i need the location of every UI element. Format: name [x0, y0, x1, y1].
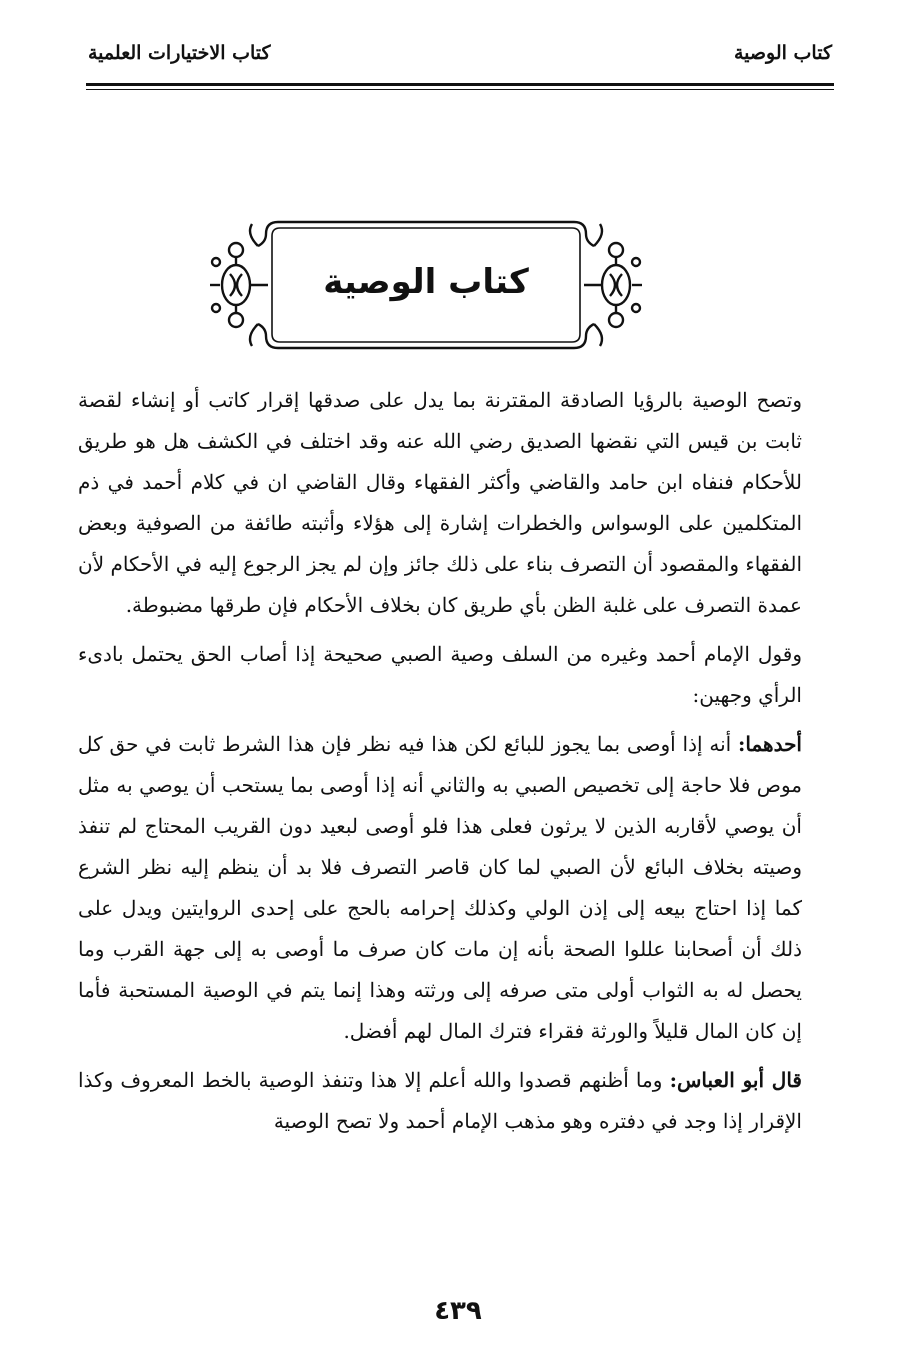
- header-right-title: كتاب الوصية: [733, 42, 832, 64]
- paragraph-4: [78, 1060, 840, 1142]
- header-rule-thick: [86, 83, 834, 86]
- chapter-title-frame: [206, 212, 646, 358]
- paragraph-4-text: وما أظنهم قصدوا والله أعلم إلا هذا وتنفذ الوصية بالخط المعروف وكذا الإقرار إذا وجد في دفتره وهو مذهب الإمام أحمد ولا تصح الوصية: [78, 1068, 802, 1133]
- paragraph-3: [78, 724, 840, 1052]
- paragraph-1: وتصح الوصية بالرؤيا الصادقة المقترنة بما يدل على صدقها إقرار كاتب أو إنشاء لقصة ثابت بن قيس التي نقضها الصديق رضي الله عنه وقد اختلف في الكشف هل هو طريق للأحكام فنفاه ابن حامد والقاضي وأكثر الفقهاء وقال القاضي ان في كلام أحمد في ذم المتكلمين على الوسواس والخطرات إشارة إلى هؤلاء وأثبته طائفة من الصوفية وبعض الفقهاء والمقصود أن التصرف بناء على ذلك جائز وإن لم يجز الرجوع إليه في الأحكام لأن عمدة التصرف على غلبة الظن بأي طريق كان بخلاف الأحكام فإن طرقها مضبوطة.: [78, 388, 802, 617]
- lead-word-first: أحدهما:: [737, 732, 802, 756]
- running-header: [88, 36, 832, 80]
- body-text: [78, 380, 840, 1142]
- header-rule-thin: [86, 89, 834, 90]
- page-number: ٤٣٩: [434, 1296, 482, 1326]
- chapter-title: كتاب الوصية: [323, 262, 529, 302]
- paragraph-2: وقول الإمام أحمد وغيره من السلف وصية الصبي صحيحة إذا أصاب الحق يحتمل بادىء الرأي وجهين:: [78, 642, 802, 707]
- lead-word-abu-al-abbas: قال أبو العباس:: [669, 1068, 802, 1092]
- header-left-title: كتاب الاختيارات العلمية: [88, 42, 271, 64]
- paragraph-3-text: أنه إذا أوصى بما يجوز للبائع لكن هذا فيه نظر فإن هذا الشرط ثابت في حق كل موص فلا حاجة إلى تخصيص الصبي به والثاني أنه إذا أوصى بما يستحب أن يوصي به مثل أن يوصي لأقاربه الذين لا يرثون فعلى هذا فلو أوصى لبعيد دون القريب المحتاج لم تنفذ وصيته بخلاف البائع لأن الصبي لما كان قاصر التصرف فلا بد أن ينظم إليه نظر الشرع كما إذا احتاج بيعه إلى إذن الولي وكذلك إحرامه بالحج على إحدى الروايتين ويدل على ذلك أن أصحابنا عللوا الصحة بأنه إن مات كان صرف ما أوصى به إلى جهة القرب وما يحصل له به الثواب أولى متى صرفه إلى ورثته وهذا إنما يتم في الوصية المستحبة فأما إن كان المال قليلاً والورثة فقراء فترك المال لهم أفضل.: [78, 732, 802, 1043]
